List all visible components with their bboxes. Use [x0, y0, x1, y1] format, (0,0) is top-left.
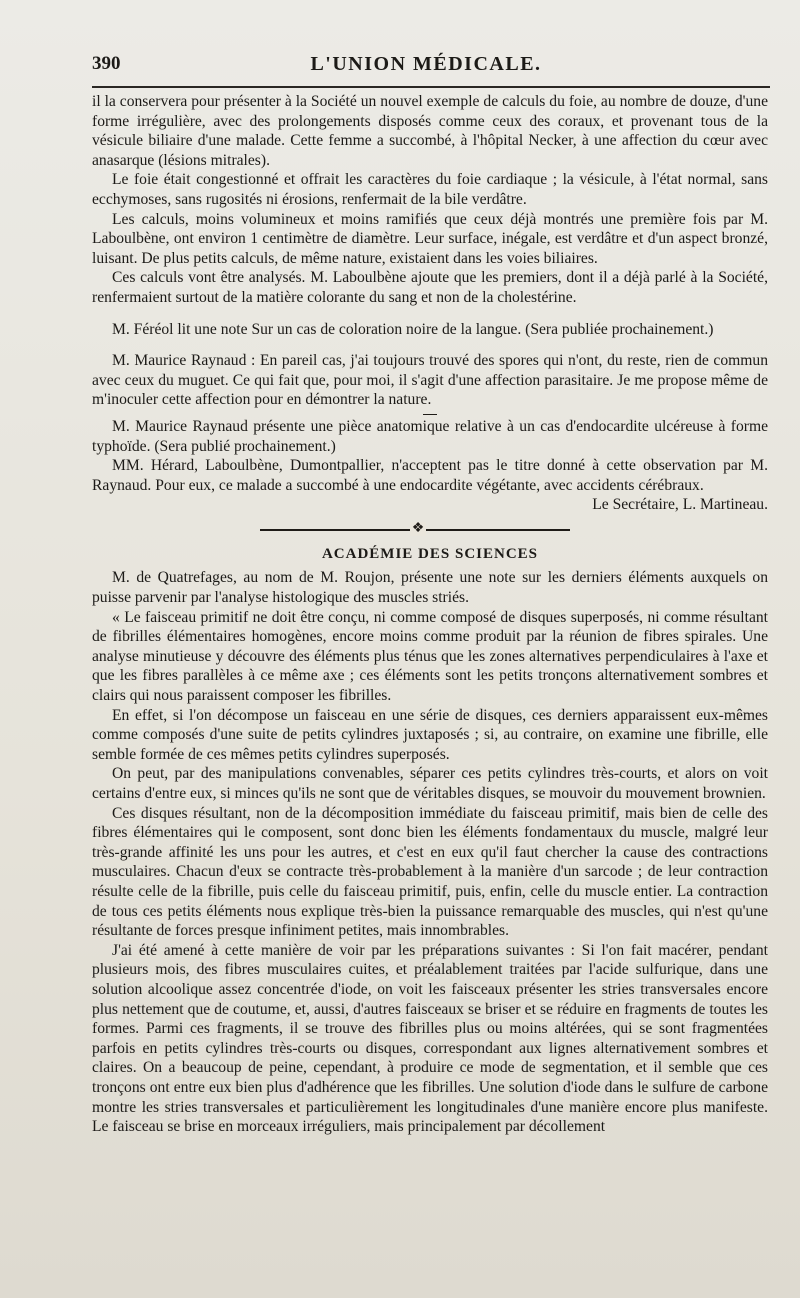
paragraph-fereol-note: M. Féréol lit une note Sur un cas de coloration noire de la langue. (Sera publiée prochainement.): [112, 320, 714, 338]
paragraph-raynaud-piece: M. Maurice Raynaud présente une pièce anatomique relative à un cas d'endocardite ulcéreuse à forme typhoïde. (Sera publié prochainement.): [92, 417, 768, 455]
paragraph-raynaud-reply: M. Maurice Raynaud : En pareil cas, j'ai toujours trouvé des spores qui n'ont, du reste, rien de commun avec ceux du muguet. Ce qui fait que, pour moi, il s'agit d'une affection parasitaire. Je me propose même de m'inoculer cette affection pour en démontrer la nature.: [92, 352, 768, 409]
paragraph-quatrefages: M. de Quatrefages, au nom de M. Roujon, présente une note sur les derniers éléments auxquels on puisse parvenir par l'analyse histologique des muscles striés.: [92, 569, 768, 607]
paragraph-calculs-size: Les calculs, moins volumineux et moins ramifiés que ceux déjà montrés une première fois par M. Laboulbène, ont environ 1 centimètre de diamètre. Leur surface, inégale, est verdâtre et d'un aspect bronzé, luisant. De plus petits calculs, de même nature, existaient dans les voies biliaires.: [92, 210, 768, 267]
paragraph-preparations: J'ai été amené à cette manière de voir par les préparations suivantes : Si l'on fait macérer, pendant plusieurs mois, des fibres musculaires cuites, et préalablement traitées par l'acide sulfurique, dans une solution alcoolique assez concentrée d'iode, on voit les faisceaux présenter les stries transversales encore plus nettement que de coutume, et, aussi, d'autres faisceaux se briser et se réduire en fragments de toutes les formes. Parmi ces fragments, il se trouve des fibrilles plus ou moins altérées, qui se sont fragmentées parfois en petits cylindres très-courts ou disques, correspondant aux lignes alternativement sombres et claires. On a beaucoup de peine, cependant, à produire ce mode de segmentation, et il semble que ces tronçons ont entre eux bien plus d'adhérence que les fibrilles. Une solution d'iode dans le sulfure de carbone montre les stries transversales et particulièrement les longitudinales d'une manière encore plus manifeste. Le faisceau se brise en morceaux irréguliers, mais principalement par décollement: [92, 941, 768, 1136]
page-number: 390: [92, 53, 121, 74]
paragraph-foie: Le foie était congestionné et offrait les caractères du foie cardiaque ; la vésicule, à l'état normal, sans ecchymoses, sans rugosités ni érosions, renfermait de la bile verdâtre.: [92, 171, 768, 208]
short-separator-rule: [423, 414, 437, 415]
ornamental-rule: [92, 519, 768, 541]
secretary-signature: Le Secrétaire, L. Martineau.: [592, 496, 768, 514]
paragraph-on-peut: On peut, par des manipulations convenables, séparer ces petits cylindres très-courts, et alors on voit certains d'entre eux, si minces qu'ils ne sont que de véritables disques, se mouvoir du mouvement brownien.: [92, 765, 768, 802]
ornament-icon: ❖: [411, 520, 425, 536]
paragraph-herard-objection: MM. Hérard, Laboulbène, Dumontpallier, n'acceptent pas le titre donné à cette observation par M. Raynaud. Pour eux, ce malade a succombé à une endocardite végétante, avec accidents cérébraux.: [92, 457, 768, 494]
article-body: [92, 92, 768, 1137]
header-rule: [92, 86, 770, 88]
paragraph-ces-disques: Ces disques résultant, non de la décomposition immédiate du faisceau primitif, mais bien de celle des fibres élémentaires qui le composent, sont donc bien les éléments fondamentaux du muscle, malgré leur très-grande affinité les uns pour les autres, et c'est en eux qu'il faut chercher la cause des contractions musculaires. Chacun d'eux se contracte très-probablement à la manière d'un sarcode ; de leur contraction résulte celle de la fibrille, puis celle du faisceau primitif, puis, enfin, celle du muscle entier. La contraction de tous ces petits éléments nous explique très-bien la puissance remarquable des muscles, qui n'est qu'une résultante de forces presque infiniment petites, mais innombrables.: [92, 804, 768, 940]
running-header: [92, 44, 770, 84]
paragraph-analyses: Ces calculs vont être analysés. M. Laboulbène ajoute que les premiers, dont il a déjà parlé à la Société, renfermaient surtout de la matière colorante du sang et non de la cholestérine.: [92, 269, 768, 306]
paragraph-faisceau-primitif: « Le faisceau primitif ne doit être conçu, ni comme composé de disques superposés, ni comme résultant de fibrilles élémentaires homogènes, encore moins comme produit par la réunion de fibres spirales. Une analyse minutieuse y découvre des éléments plus ténus que les zones alternatives perpendiculaires à l'axe et que les fibres parallèles à ce même axe ; ces éléments sont les petits tronçons alternativement sombres et clairs qui nous paraissent composer les fibrilles.: [92, 608, 768, 705]
journal-title: L'UNION MÉDICALE.: [310, 52, 542, 75]
paragraph-en-effet: En effet, si l'on décompose un faisceau en une série de disques, ces derniers apparaissent eux-mêmes comme composés d'une suite de petits cylindres juxtaposés ; si, au contraire, on examine une fibrille, elle semble formée de ces mêmes petits cylindres superposés.: [92, 706, 768, 763]
paragraph-calculs-intro: il la conservera pour présenter à la Société un nouvel exemple de calculs du foie, au nombre de douze, d'une forme irrégulière, avec des prolongements disposés comme ceux des coraux, et provenant tous de la vésicule biliaire d'une malade. Cette femme a succombé, à l'hôpital Necker, à une affection du cœur avec anasarque (lésions mitrales).: [92, 93, 768, 169]
section-heading-academie: ACADÉMIE DES SCIENCES: [321, 545, 539, 562]
